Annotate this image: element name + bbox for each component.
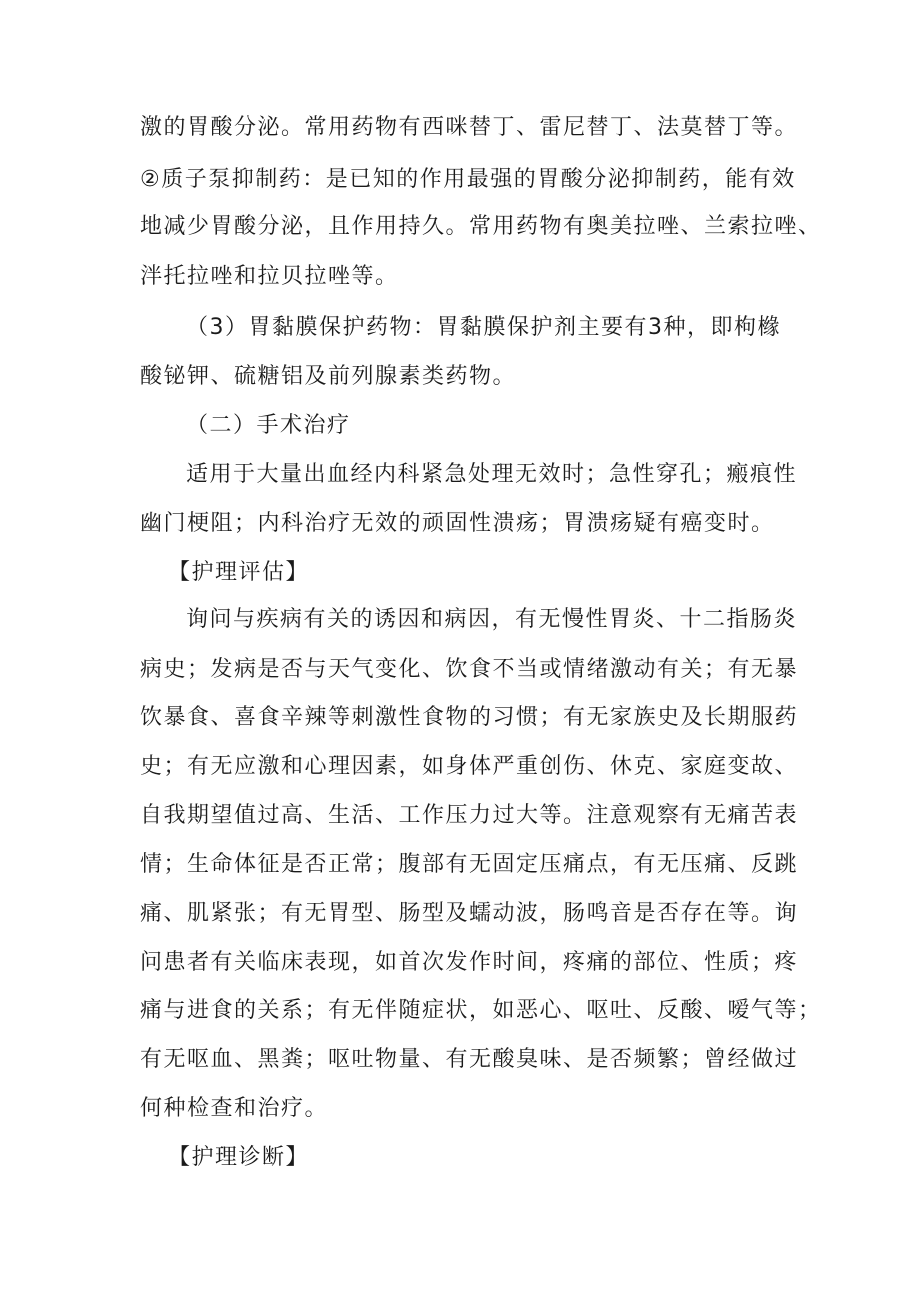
text-line: 痛与进食的关系；有无伴随症状，如恶心、呕吐、反酸、嗳气等； bbox=[140, 998, 822, 1023]
section-heading: 【护理诊断】 bbox=[168, 1145, 310, 1170]
text-line: 幽门梗阻；内科治疗无效的顽固性溃疡；胃溃疡疑有癌变时。 bbox=[140, 511, 775, 536]
text-line: 饮暴食、喜食辛辣等刺激性食物的习惯；有无家族史及长期服药 bbox=[140, 705, 799, 730]
text-line: 痛、肌紧张；有无胃型、肠型及蠕动波，肠鸣音是否存在等。询 bbox=[140, 901, 799, 926]
text-line: 适用于大量出血经内科紧急处理无效时；急性穿孔；瘢痕性 bbox=[186, 462, 798, 487]
section-heading: 【护理评估】 bbox=[168, 560, 310, 585]
text-line: 激的胃酸分泌。常用药物有西咪替丁、雷尼替丁、法莫替丁等。 bbox=[140, 115, 799, 140]
section-heading: （二）手术治疗 bbox=[186, 413, 351, 438]
text-line: 史；有无应激和心理因素，如身体严重创伤、休克、家庭变故、 bbox=[140, 754, 799, 779]
text-line: 情；生命体征是否正常；腹部有无固定压痛点，有无压痛、反跳 bbox=[140, 852, 799, 877]
text-line: 酸铋钾、硫糖铝及前列腺素类药物。 bbox=[140, 364, 517, 389]
text-line: 有无呕血、黑粪；呕吐物量、有无酸臭味、是否频繁；曾经做过 bbox=[140, 1047, 799, 1072]
text-line: 地减少胃酸分泌，且作用持久。常用药物有奥美拉唑、兰索拉唑、 bbox=[140, 214, 822, 239]
paragraph-heading-line: （3）胃黏膜保护药物：胃黏膜保护剂主要有3种，即枸橼 bbox=[186, 315, 781, 340]
text-line: ②质子泵抑制药：是已知的作用最强的胃酸分泌抑制药，能有效 bbox=[140, 167, 796, 192]
text-line: 自我期望值过高、生活、工作压力过大等。注意观察有无痛苦表 bbox=[140, 803, 799, 828]
text-line: 泮托拉唑和拉贝拉唑等。 bbox=[140, 264, 399, 289]
text-line: 何种检查和治疗。 bbox=[140, 1096, 329, 1121]
text-line: 询问与疾病有关的诱因和病因，有无慢性胃炎、十二指肠炎 bbox=[186, 607, 798, 632]
text-line: 病史；发病是否与天气变化、饮食不当或情绪激动有关；有无暴 bbox=[140, 657, 799, 682]
text-line: 问患者有关临床表现，如首次发作时间，疼痛的部位、性质；疼 bbox=[140, 950, 799, 975]
